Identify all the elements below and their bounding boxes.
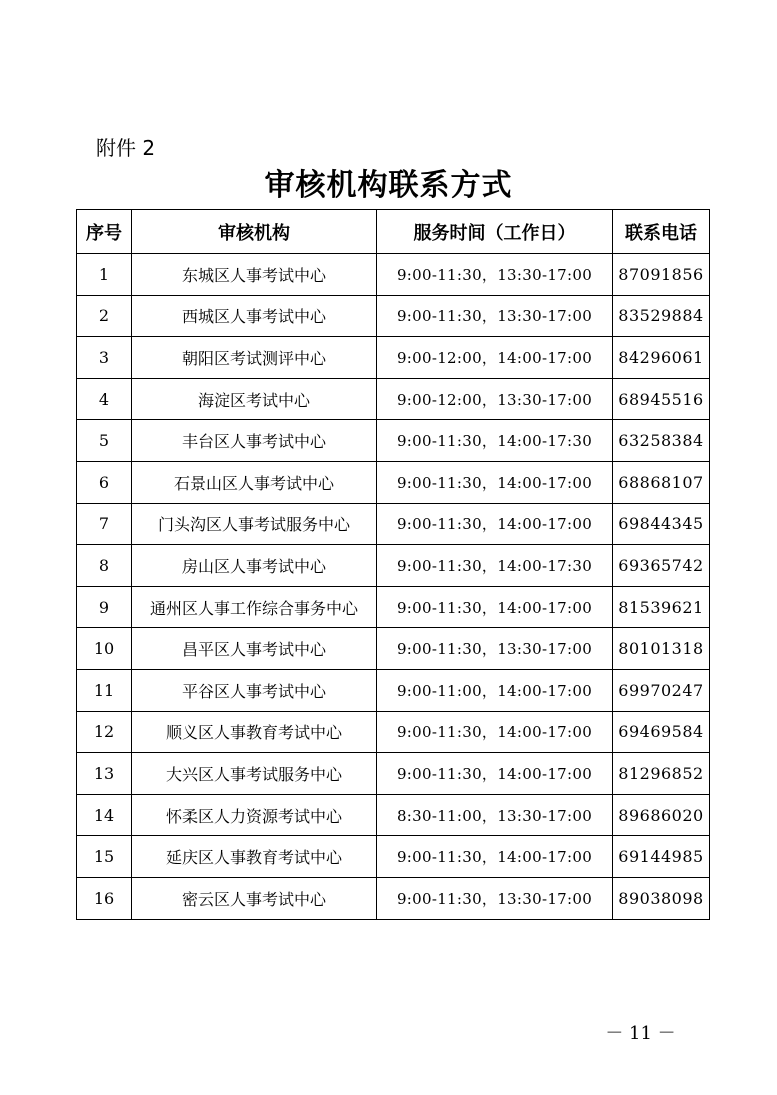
phone-cell: 69970247 (613, 669, 710, 711)
phone-cell: 69365742 (613, 545, 710, 587)
service-hours-cell: 9:00-11:30，13:30-17:00 (377, 628, 613, 670)
table-row (77, 461, 710, 503)
row-number-cell: 6 (77, 461, 132, 503)
table-row (77, 545, 710, 587)
organization-cell: 丰台区人事考试中心 (132, 420, 377, 462)
organization-cell: 东城区人事考试中心 (132, 254, 377, 296)
contacts-table (76, 209, 710, 920)
page-number: － 11 － (605, 1023, 676, 1044)
organization-cell: 朝阳区考试测评中心 (132, 337, 377, 379)
service-hours-cell: 9:00-11:30，14:00-17:30 (377, 420, 613, 462)
row-number-cell: 5 (77, 420, 132, 462)
organization-cell: 石景山区人事考试中心 (132, 461, 377, 503)
row-number-cell: 8 (77, 545, 132, 587)
header-service-hours: 服务时间（工作日） (377, 210, 613, 254)
phone-cell: 83529884 (613, 295, 710, 337)
phone-cell: 84296061 (613, 337, 710, 379)
service-hours-cell: 9:00-11:30，14:00-17:00 (377, 836, 613, 878)
organization-cell: 通州区人事工作综合事务中心 (132, 586, 377, 628)
table-body (77, 254, 710, 920)
row-number-cell: 7 (77, 503, 132, 545)
phone-cell: 81539621 (613, 586, 710, 628)
service-hours-cell: 9:00-11:30，14:00-17:00 (377, 711, 613, 753)
row-number-cell: 9 (77, 586, 132, 628)
row-number-cell: 10 (77, 628, 132, 670)
organization-cell: 房山区人事考试中心 (132, 545, 377, 587)
service-hours-cell: 9:00-12:00，13:30-17:00 (377, 378, 613, 420)
service-hours-cell: 9:00-11:30，13:30-17:00 (377, 254, 613, 296)
row-number-cell: 3 (77, 337, 132, 379)
organization-cell: 海淀区考试中心 (132, 378, 377, 420)
organization-cell: 昌平区人事考试中心 (132, 628, 377, 670)
organization-cell: 怀柔区人力资源考试中心 (132, 794, 377, 836)
phone-cell: 89686020 (613, 794, 710, 836)
row-number-cell: 12 (77, 711, 132, 753)
table-row (77, 669, 710, 711)
table-row (77, 378, 710, 420)
service-hours-cell: 9:00-11:30，14:00-17:30 (377, 545, 613, 587)
organization-cell: 门头沟区人事考试服务中心 (132, 503, 377, 545)
table-header-row (77, 210, 710, 254)
organization-cell: 顺义区人事教育考试中心 (132, 711, 377, 753)
phone-cell: 69469584 (613, 711, 710, 753)
table-row (77, 295, 710, 337)
table-row (77, 420, 710, 462)
table-row (77, 711, 710, 753)
row-number-cell: 4 (77, 378, 132, 420)
table-row (77, 877, 710, 919)
service-hours-cell: 9:00-11:30，14:00-17:00 (377, 461, 613, 503)
organization-cell: 密云区人事考试中心 (132, 877, 377, 919)
attachment-label: 附件 2 (96, 136, 156, 160)
document-title: 审核机构联系方式 (264, 168, 513, 203)
phone-cell: 69144985 (613, 836, 710, 878)
organization-cell: 平谷区人事考试中心 (132, 669, 377, 711)
service-hours-cell: 9:00-11:30，14:00-17:00 (377, 586, 613, 628)
phone-cell: 80101318 (613, 628, 710, 670)
service-hours-cell: 9:00-11:00，14:00-17:00 (377, 669, 613, 711)
phone-cell: 68945516 (613, 378, 710, 420)
table-row (77, 836, 710, 878)
row-number-cell: 14 (77, 794, 132, 836)
organization-cell: 大兴区人事考试服务中心 (132, 753, 377, 795)
row-number-cell: 13 (77, 753, 132, 795)
phone-cell: 63258384 (613, 420, 710, 462)
row-number-cell: 11 (77, 669, 132, 711)
row-number-cell: 2 (77, 295, 132, 337)
header-organization: 审核机构 (132, 210, 377, 254)
service-hours-cell: 9:00-11:30，14:00-17:00 (377, 503, 613, 545)
table-row (77, 753, 710, 795)
phone-cell: 69844345 (613, 503, 710, 545)
service-hours-cell: 8:30-11:00，13:30-17:00 (377, 794, 613, 836)
service-hours-cell: 9:00-12:00，14:00-17:00 (377, 337, 613, 379)
phone-cell: 89038098 (613, 877, 710, 919)
organization-cell: 延庆区人事教育考试中心 (132, 836, 377, 878)
table-row (77, 337, 710, 379)
table-row (77, 586, 710, 628)
service-hours-cell: 9:00-11:30，13:30-17:00 (377, 877, 613, 919)
organization-cell: 西城区人事考试中心 (132, 295, 377, 337)
row-number-cell: 1 (77, 254, 132, 296)
table-row (77, 254, 710, 296)
table-row (77, 628, 710, 670)
row-number-cell: 16 (77, 877, 132, 919)
table-row (77, 503, 710, 545)
header-number: 序号 (77, 210, 132, 254)
phone-cell: 87091856 (613, 254, 710, 296)
row-number-cell: 15 (77, 836, 132, 878)
service-hours-cell: 9:00-11:30，13:30-17:00 (377, 295, 613, 337)
service-hours-cell: 9:00-11:30，14:00-17:00 (377, 753, 613, 795)
table-row (77, 794, 710, 836)
phone-cell: 68868107 (613, 461, 710, 503)
phone-cell: 81296852 (613, 753, 710, 795)
header-phone: 联系电话 (613, 210, 710, 254)
